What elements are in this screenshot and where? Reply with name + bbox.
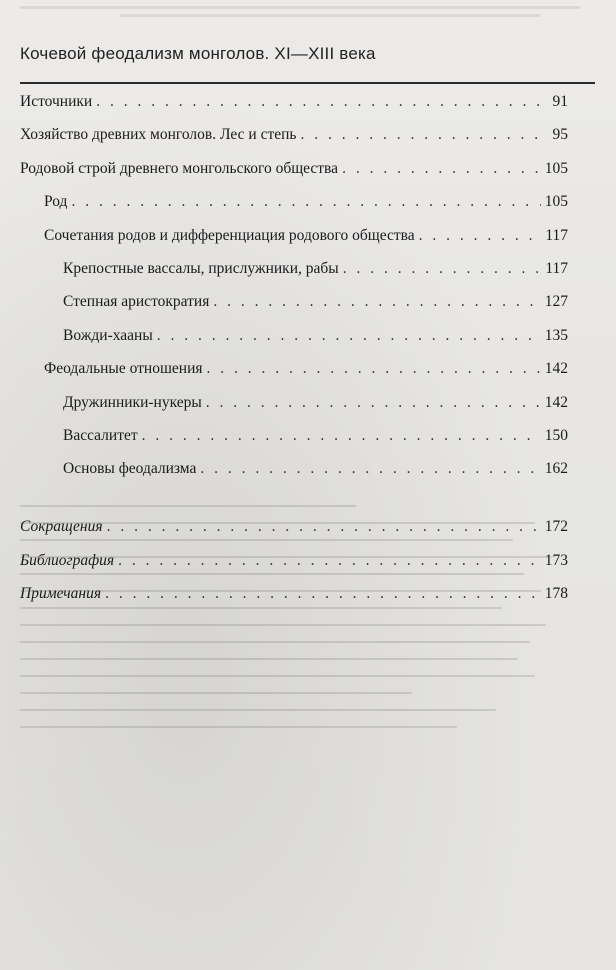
toc-entry-nukers[interactable] bbox=[63, 393, 568, 413]
toc-entry-clan-system[interactable] bbox=[20, 159, 568, 179]
toc-entry-title: Степная аристократия bbox=[63, 293, 210, 310]
toc-entry-bibliography[interactable] bbox=[20, 551, 568, 571]
toc-entry-page: 95 bbox=[552, 126, 568, 143]
toc-entry-notes[interactable] bbox=[20, 584, 568, 604]
toc-leader-dots bbox=[419, 226, 542, 246]
toc-entry-page: 135 bbox=[544, 327, 568, 344]
toc-entry-page: 142 bbox=[544, 394, 568, 411]
toc-entry-page: 117 bbox=[545, 227, 568, 244]
bleed-through-text bbox=[20, 490, 580, 890]
toc-entry-title: Источники bbox=[20, 93, 93, 110]
toc-leader-dots bbox=[206, 393, 541, 413]
toc-leader-dots bbox=[96, 92, 548, 112]
bleed-through-line bbox=[20, 6, 580, 9]
toc-entry-page: 142 bbox=[544, 360, 568, 377]
toc-entry-feudal-relations[interactable] bbox=[44, 359, 568, 379]
toc-entry-title: Основы феодализма bbox=[63, 460, 197, 477]
toc-entry-khans[interactable] bbox=[63, 326, 568, 346]
toc-entry-title: Родовой строй древнего монгольского общества bbox=[20, 160, 339, 177]
toc-entry-serfs[interactable] bbox=[63, 259, 568, 279]
toc-entry-title: Сочетания родов и дифференциация родового общества bbox=[44, 227, 415, 244]
toc-leader-dots bbox=[107, 517, 541, 537]
toc-entry-title: Хозяйство древних монголов. Лес и степь bbox=[20, 126, 297, 143]
toc-entry-page: 172 bbox=[544, 518, 568, 535]
toc-entry-title: Дружинники-нукеры bbox=[63, 394, 202, 411]
toc-entry-title: Сокращения bbox=[20, 518, 103, 535]
section-heading: Кочевой феодализм монголов. XI—XIII века bbox=[20, 44, 376, 63]
bleed-through-line bbox=[120, 14, 540, 17]
toc-entry-title: Вожди-хааны bbox=[63, 327, 153, 344]
toc-entry-page: 105 bbox=[544, 160, 568, 177]
toc-entry-title: Род bbox=[44, 193, 68, 210]
heading-rule bbox=[20, 82, 595, 84]
toc-entry-feudalism-basics[interactable] bbox=[63, 459, 568, 479]
toc-leader-dots bbox=[207, 359, 541, 379]
toc-leader-dots bbox=[71, 192, 540, 212]
toc-entry-title: Библиография bbox=[20, 552, 115, 569]
toc-entry-title: Примечания bbox=[20, 585, 102, 602]
toc-leader-dots bbox=[343, 259, 542, 279]
toc-entry-title: Феодальные отношения bbox=[44, 360, 203, 377]
toc-entry-page: 127 bbox=[544, 293, 568, 310]
toc-entry-page: 91 bbox=[552, 93, 568, 110]
toc-entry-clan-combinations[interactable] bbox=[44, 226, 568, 246]
toc-leader-dots bbox=[105, 584, 541, 604]
toc-entry-title: Крепостные вассалы, прислужники, рабы bbox=[63, 260, 339, 277]
toc-entry-vassalage[interactable] bbox=[63, 426, 568, 446]
toc-entry-page: 117 bbox=[545, 260, 568, 277]
toc-leader-dots bbox=[118, 551, 541, 571]
toc-entry-clan[interactable] bbox=[44, 192, 568, 212]
toc-entry-page: 178 bbox=[544, 585, 568, 602]
toc-entry-aristocracy[interactable] bbox=[63, 292, 568, 312]
toc-leader-dots bbox=[157, 326, 541, 346]
toc-entry-page: 173 bbox=[544, 552, 568, 569]
toc-leader-dots bbox=[142, 426, 541, 446]
toc-leader-dots bbox=[300, 125, 548, 145]
toc-leader-dots bbox=[342, 159, 541, 179]
toc-entry-page: 150 bbox=[544, 427, 568, 444]
toc-entry-abbreviations[interactable] bbox=[20, 517, 568, 537]
toc-entry-title: Вассалитет bbox=[63, 427, 138, 444]
toc-entry-page: 162 bbox=[544, 460, 568, 477]
toc-entry-sources[interactable] bbox=[20, 92, 568, 112]
toc-entry-economy[interactable] bbox=[20, 125, 568, 145]
toc-entry-page: 105 bbox=[544, 193, 568, 210]
toc-leader-dots bbox=[213, 292, 540, 312]
toc-leader-dots bbox=[200, 459, 540, 479]
